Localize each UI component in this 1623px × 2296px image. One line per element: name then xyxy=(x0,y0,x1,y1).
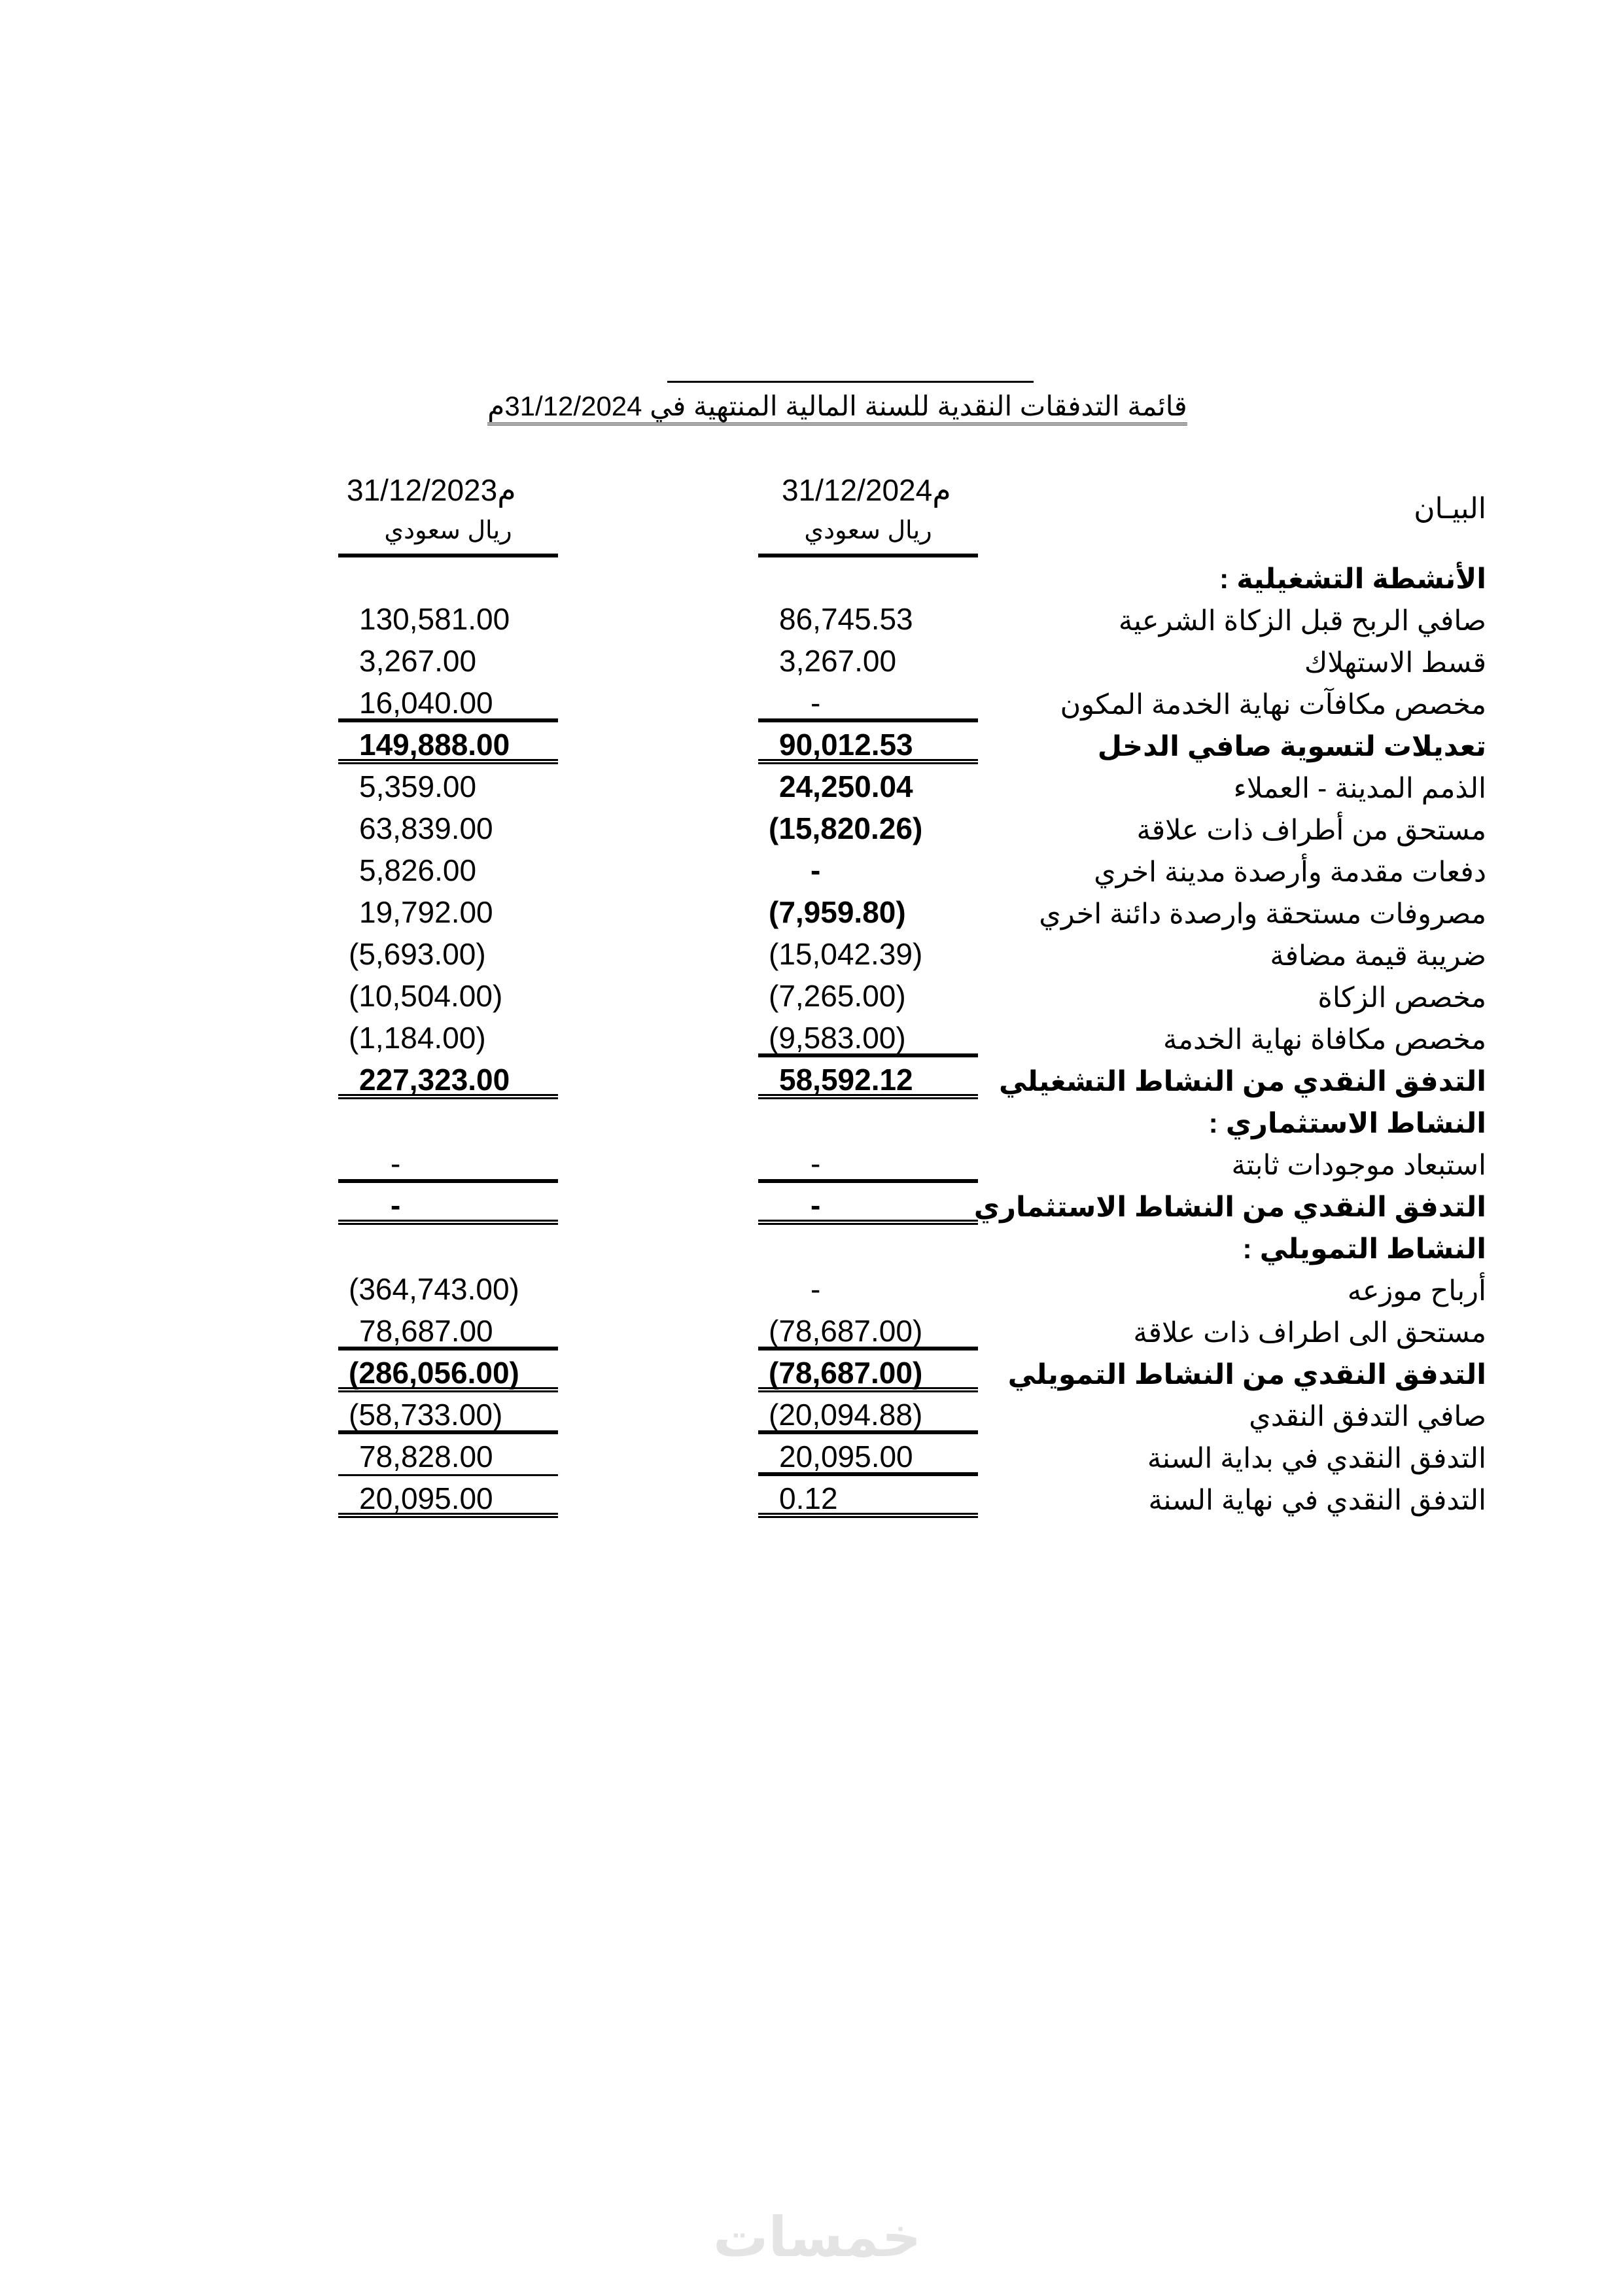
row-label: صافي الربح قبل الزكاة الشرعية xyxy=(1118,605,1486,637)
watermark-logo: خمسات xyxy=(713,2206,922,2268)
table-row xyxy=(0,934,1623,976)
value-2023: 5,826.00 xyxy=(359,853,477,887)
value-2023: 16,040.00 xyxy=(338,683,558,722)
table-row xyxy=(0,1353,1623,1395)
row-label: مستحق من أطراف ذات علاقة xyxy=(1136,815,1486,846)
row-label: التدفق النقدي من النشاط التمويلي xyxy=(1007,1359,1486,1390)
value-2024: - xyxy=(758,1186,978,1225)
value-2023: - xyxy=(338,1186,558,1225)
value-2024: 3,267.00 xyxy=(779,644,897,678)
table-row xyxy=(0,1227,1623,1269)
row-label: الذمم المدينة - العملاء xyxy=(1233,773,1486,804)
row-label: دفعات مقدمة وأرصدة مدينة اخري xyxy=(1094,857,1486,888)
row-label: التدفق النقدي من النشاط التشغيلي xyxy=(998,1066,1486,1097)
value-2024: (15,042.39) xyxy=(769,937,923,971)
row-label: التدفق النقدي في بداية السنة xyxy=(1147,1443,1486,1474)
row-label: النشاط الاستثماري : xyxy=(1208,1108,1486,1139)
table-row xyxy=(0,1311,1623,1353)
table-row xyxy=(0,809,1623,851)
value-2024: (78,687.00) xyxy=(758,1353,978,1392)
table-row xyxy=(0,1437,1623,1479)
value-2024: 24,250.04 xyxy=(779,769,913,804)
row-label: مستحق الى اطراف ذات علاقة xyxy=(1133,1317,1486,1349)
row-label: صافي التدفق النقدي xyxy=(1249,1401,1486,1432)
value-2023: 5,359.00 xyxy=(359,769,477,804)
value-2024: (9,583.00) xyxy=(758,1018,978,1057)
value-2024: 20,095.00 xyxy=(758,1437,978,1476)
table-row xyxy=(0,1060,1623,1102)
row-label: استبعاد موجودات ثابتة xyxy=(1231,1150,1486,1181)
value-2023: (1,184.00) xyxy=(349,1021,486,1055)
value-2023: 20,095.00 xyxy=(338,1479,558,1518)
value-2024 xyxy=(758,1102,978,1141)
value-2024: 90,012.53 xyxy=(758,725,978,764)
value-2024: - xyxy=(758,683,978,722)
value-2024: (20,094.88) xyxy=(758,1395,978,1434)
value-2023: 63,839.00 xyxy=(359,811,493,845)
value-2023: - xyxy=(338,1144,558,1183)
value-2024: (15,820.26) xyxy=(769,811,923,845)
value-2023: (58,733.00) xyxy=(338,1395,558,1434)
row-label: مخصص مكافآت نهاية الخدمة المكون xyxy=(1060,689,1486,720)
value-2023: 78,828.00 xyxy=(338,1437,558,1476)
value-2024: - xyxy=(811,853,821,887)
row-label: تعديلات لتسوية صافي الدخل xyxy=(1097,731,1486,762)
value-2023: 149,888.00 xyxy=(338,725,558,764)
value-2024 xyxy=(758,1227,978,1267)
value-2024: (7,959.80) xyxy=(769,895,906,929)
statement-title-text: قائمة التدفقات النقدية للسنة المالية المنتهية في 31/12/2024م xyxy=(487,391,1187,425)
row-label: مصروفات مستحقة وارصدة دائنة اخري xyxy=(1039,898,1486,930)
table-row xyxy=(0,976,1623,1018)
table-row xyxy=(0,1479,1623,1521)
table-row xyxy=(0,851,1623,892)
table-row xyxy=(0,1395,1623,1437)
table-row xyxy=(0,1186,1623,1227)
row-label: مخصص الزكاة xyxy=(1318,982,1486,1014)
value-2023: (5,693.00) xyxy=(349,937,486,971)
value-2023: 19,792.00 xyxy=(359,895,493,929)
table-row xyxy=(0,683,1623,725)
row-label: النشاط التمويلي : xyxy=(1242,1233,1486,1265)
value-2023: 130,581.00 xyxy=(359,602,510,636)
table-row xyxy=(0,1102,1623,1144)
table-row xyxy=(0,599,1623,641)
table-row xyxy=(0,1269,1623,1311)
row-label: قسط الاستهلاك xyxy=(1304,647,1486,679)
table-row xyxy=(0,1018,1623,1060)
value-2023: 3,267.00 xyxy=(359,644,477,678)
header-currency-2024: ريال سعودي xyxy=(804,517,932,544)
row-label: التدفق النقدي من النشاط الاستثماري xyxy=(973,1192,1486,1223)
value-2023: 227,323.00 xyxy=(338,1060,558,1099)
header-currency-2023: ريال سعودي xyxy=(384,517,512,544)
value-2024: 58,592.12 xyxy=(758,1060,978,1099)
row-label: التدفق النقدي في نهاية السنة xyxy=(1148,1485,1486,1516)
table-row xyxy=(0,1144,1623,1186)
value-2024: (78,687.00) xyxy=(758,1311,978,1351)
value-2024: - xyxy=(758,1144,978,1183)
value-2024: (7,265.00) xyxy=(769,979,906,1013)
value-2023 xyxy=(338,1102,558,1141)
top-rule xyxy=(667,381,1034,383)
statement-title xyxy=(458,390,1217,422)
row-label: ضريبة قيمة مضافة xyxy=(1270,940,1486,972)
value-2024: 86,745.53 xyxy=(779,602,913,636)
row-label: الأنشطة التشغيلية : xyxy=(1219,563,1486,595)
value-2023 xyxy=(338,1227,558,1267)
value-2023: (286,056.00) xyxy=(338,1353,558,1392)
header-date-2023: 31/12/2023م xyxy=(347,473,516,507)
table-row xyxy=(0,767,1623,809)
value-2023: (364,743.00) xyxy=(349,1272,519,1306)
table-row xyxy=(0,892,1623,934)
value-2023: 78,687.00 xyxy=(338,1311,558,1351)
value-2024 xyxy=(758,557,978,597)
table-row xyxy=(0,557,1623,599)
value-2023: (10,504.00) xyxy=(349,979,503,1013)
value-2023 xyxy=(338,557,558,597)
header-label: البيـان xyxy=(1414,493,1486,525)
value-2024: - xyxy=(811,1272,821,1306)
table-row xyxy=(0,725,1623,767)
row-label: مخصص مكافاة نهاية الخدمة xyxy=(1162,1024,1486,1055)
cash-flow-table xyxy=(0,557,1623,1521)
table-row xyxy=(0,641,1623,683)
header-date-2024: 31/12/2024م xyxy=(782,473,951,507)
value-2024: 0.12 xyxy=(758,1479,978,1518)
row-label: أرباح موزعه xyxy=(1347,1275,1486,1307)
